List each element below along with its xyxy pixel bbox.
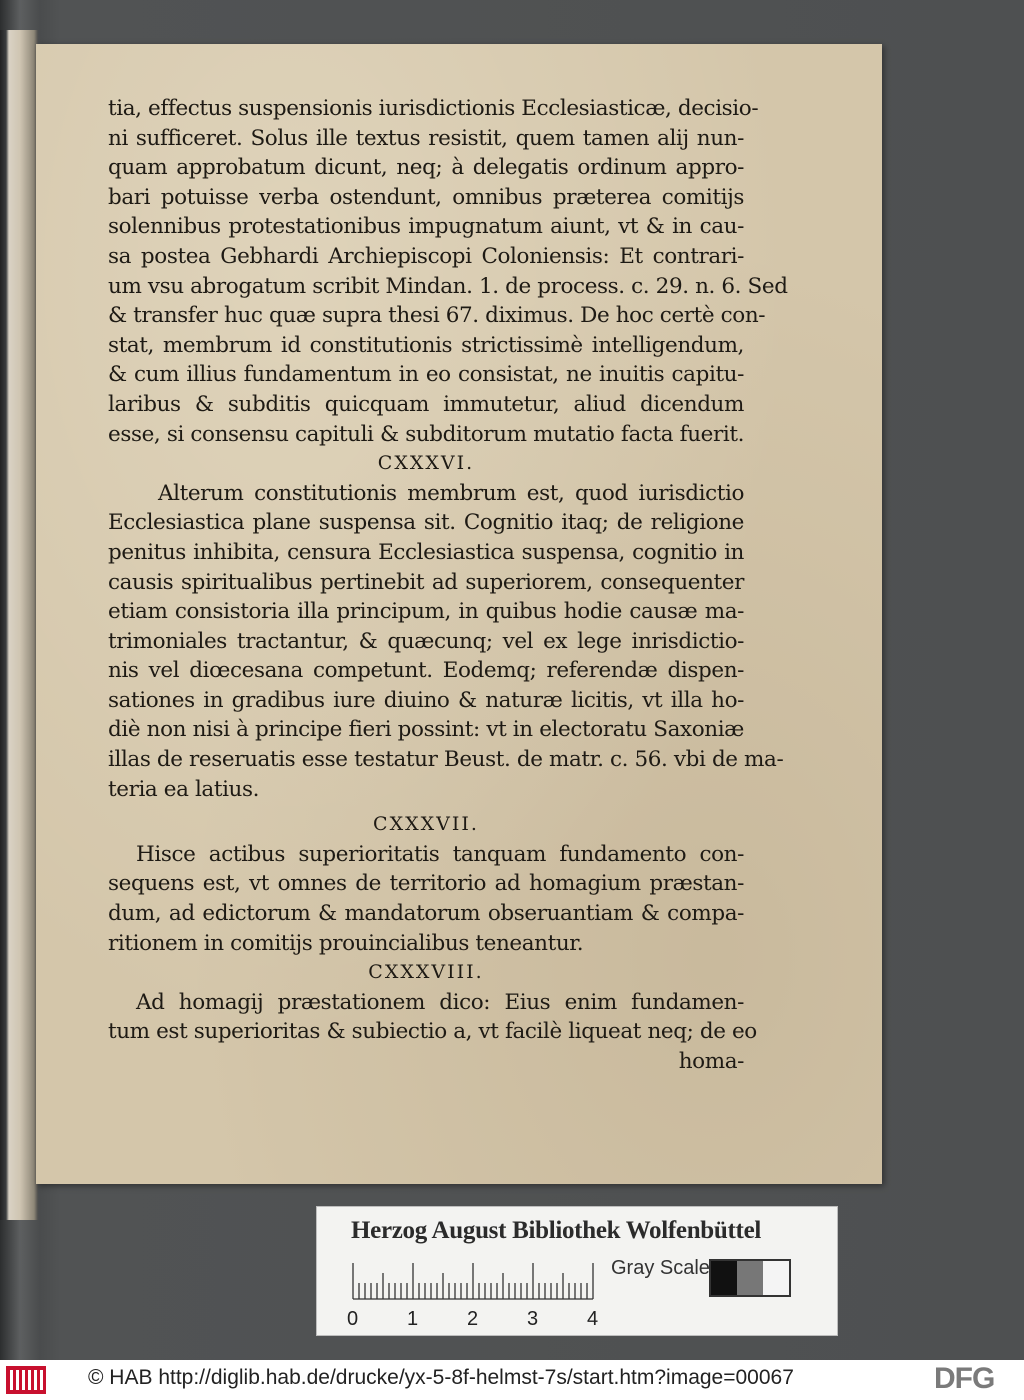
gray-scale-label: Gray Scale [611, 1257, 710, 1279]
ruler-number: 2 [467, 1308, 479, 1330]
text-line: solennibus protestationibus impugnatum aiunt, vt & in cau- [108, 214, 744, 240]
text-line: esse, si consensu capituli & subditorum mutatio facta fuerit. [108, 421, 744, 447]
text-line: etiam consistoria illa principum, in quibus hodie causæ ma- [108, 599, 744, 625]
text-line: causis spiritualibus pertinebit ad superiorem, consequenter [108, 569, 744, 595]
footer-bar [0, 1360, 1024, 1400]
text-line: Hisce actibus superioritatis tanquam fundamento con- [136, 841, 744, 867]
text-line: Alterum constitutionis membrum est, quod iurisdictio [158, 480, 744, 506]
text-line: tia, effectus suspensionis iurisdictionis Ecclesiasticæ, decisio- [108, 96, 759, 121]
text-line: stat, membrum id constitutionis strictissimè intelligendum, [108, 332, 744, 358]
library-label-card [316, 1206, 838, 1336]
text-line: & transfer huc quæ supra thesi 67. diximus. De hoc certè con- [108, 303, 766, 329]
ruler-number: 0 [347, 1308, 359, 1330]
text-line: ritionem in comitijs prouincialibus teneantur. [108, 930, 584, 956]
page-text [108, 94, 788, 1077]
ruler-number: 3 [527, 1308, 539, 1330]
text-line: Ad homagij præstationem dico: Eius enim fundamen- [136, 989, 744, 1015]
copyright-url-text: © HAB http://diglib.hab.de/drucke/yx-5-8f-helmst-7s/start.htm?image=00067 [88, 1366, 794, 1389]
text-line: bari potuisse verba ostendunt, omnibus præterea comitijs [108, 184, 744, 210]
text-line: um vsu abrogatum scribit Mindan. 1. de process. c. 29. n. 6. Sed [108, 273, 788, 299]
paragraph-2 [108, 479, 784, 805]
gray-scale-swatches [709, 1259, 791, 1297]
section-heading-cxxxviii: CXXXVIII. [368, 961, 484, 984]
text-line: penitus inhibita, censura Ecclesiastica suspensa, cognitio in [108, 539, 744, 565]
book-page [36, 44, 882, 1184]
text-line: diè non nisi à principe fieri possint: vt in electoratu Saxoniæ [108, 717, 744, 743]
gray-swatch-light [763, 1261, 789, 1295]
library-name: Herzog August Bibliothek Wolfenbüttel [351, 1217, 762, 1244]
text-line: quam approbatum dicunt, neq; à delegatis ordinum appro- [108, 155, 744, 181]
text-line: sequens est, vt omnes de territorio ad homagium præstan- [108, 871, 744, 897]
book-spine-edge [0, 30, 38, 1220]
section-heading-cxxxvi: CXXXVI. [377, 452, 475, 475]
gray-swatch-mid [737, 1261, 763, 1295]
gray-swatch-dark [711, 1261, 737, 1295]
text-line: sationes in gradibus iure diuino & naturæ licitis, vt illa ho- [108, 687, 744, 713]
catchword: homa- [678, 1049, 744, 1074]
text-line: sa postea Gebhardi Archiepiscopi Coloniensis: Et contrari- [108, 243, 744, 269]
text-line: & cum illius fundamentum in eo consistat, ne inuitis capitu- [108, 362, 744, 388]
text-line: teria ea latius. [108, 776, 260, 802]
paragraph-3 [108, 840, 744, 958]
ruler-number: 4 [587, 1308, 599, 1330]
dfg-logo: DFG [934, 1362, 995, 1395]
text-line: nis vel diœcesana competunt. Eodemq; referendæ dispen- [108, 658, 744, 684]
ruler-number: 1 [407, 1308, 419, 1330]
hab-logo-icon [6, 1366, 46, 1394]
paragraph-1 [108, 94, 788, 449]
text-line: laribus & subditis quicquam immutetur, aliud dicendum [108, 391, 744, 417]
text-line: ni sufficeret. Solus ille textus resistit, quem tamen alij nun- [108, 125, 744, 151]
text-line: tum est superioritas & subiectio a, vt facilè liqueat neq; de eo [108, 1019, 757, 1045]
text-line: Ecclesiastica plane suspensa sit. Cognitio itaq; de religione [108, 510, 744, 536]
text-line: trimoniales tractantur, & quæcunq; vel ex lege inrisdictio- [108, 628, 744, 654]
text-line: dum, ad edictorum & mandatorum obseruantiam & compa- [108, 901, 744, 927]
section-heading-cxxxvii: CXXXVII. [373, 813, 479, 836]
text-line: illas de reseruatis esse testatur Beust. de matr. c. 56. vbi de ma- [108, 747, 784, 773]
paragraph-4 [108, 988, 757, 1047]
